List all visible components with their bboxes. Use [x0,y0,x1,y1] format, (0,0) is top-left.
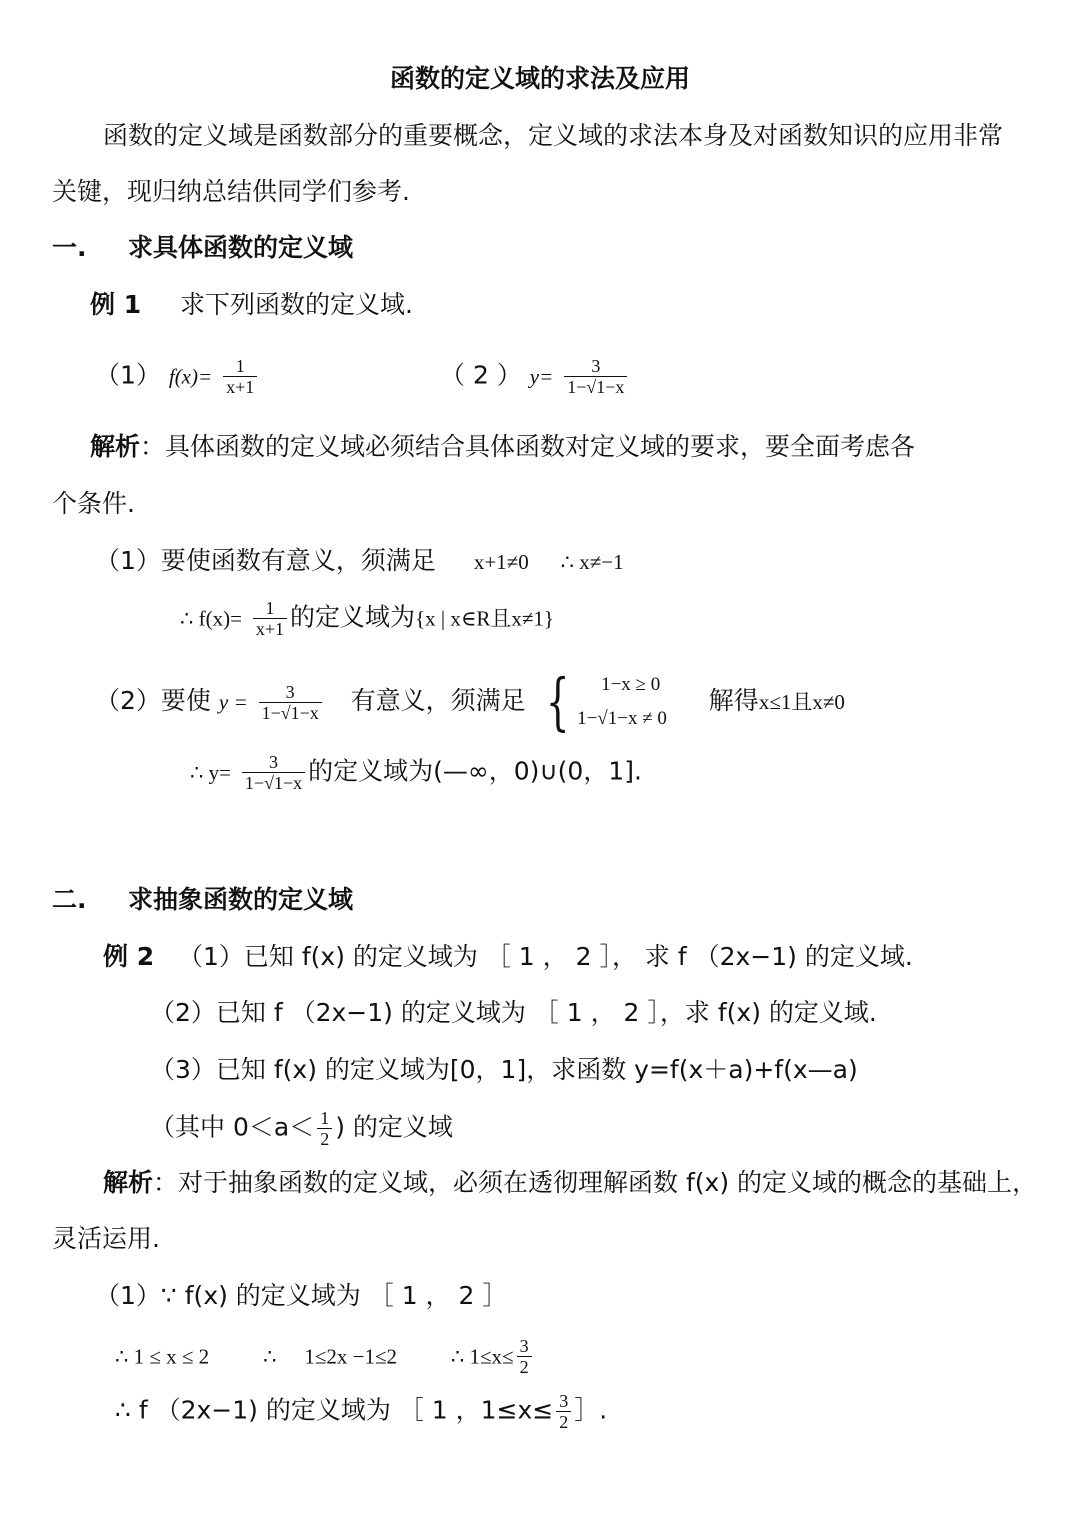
fraction-numerator: 3 [269,752,279,772]
solution-1-text: 要使函数有意义，须满足 [160,546,436,575]
problem-1-fraction [223,356,257,397]
fraction-denominator: 1−√1−x [242,772,305,793]
section-1-number: 一. [52,233,87,262]
q3-condition-suffix: ) 的定义域 [335,1112,453,1142]
solution-2-mid: 有意义，须满足 [350,686,526,715]
solution-2-step-1 [95,665,845,738]
solution-1-result-prefix: ∴ f(x)= [180,606,242,631]
example-2-q1 [103,942,913,972]
answer-1-step-1: （1）∵ f(x) 的定义域为 ［ 1 ， 2 ］ [95,1281,508,1310]
analysis-2-line-2: 灵活运用. [52,1224,160,1253]
solution-1-result [180,598,554,639]
solution-2-result [190,752,642,793]
answer-1-result-prefix: ∴ f （2x−1) 的定义域为 ［ 1 ，1≤x≤ [115,1395,554,1425]
fraction-denominator: 1−√1−x [564,376,627,397]
example-1-label: 例 1 [90,290,142,319]
section-2-number: 二. [52,885,87,914]
problem-1-label: （1） [95,360,161,390]
section-2-heading: 求抽象函数的定义域 [128,885,354,914]
analysis-2 [103,1168,1037,1198]
solution-2-result-prefix: ∴ y= [190,760,231,785]
solution-1-label: （1） [95,546,161,575]
solution-1-step-1 [95,546,624,577]
answer-1-range-1: ∴ 1 ≤ x ≤ 2 [115,1344,210,1369]
analysis-1-label: 解析 [90,432,141,461]
fraction-denominator: 1−√1−x [259,702,322,723]
fraction-denominator: 2 [517,1356,532,1377]
problem-2-lhs: y= [529,364,554,389]
solution-2-text: 要使 [160,686,211,715]
solution-2-lhs: y = [218,690,248,714]
fraction-denominator: 2 [317,1128,332,1149]
answer-1-step-2 [115,1336,535,1377]
analysis-1 [90,432,915,462]
analysis-1-line-2: 个条件. [52,489,135,518]
answer-1-range-2: 1≤2x −1≤2 [304,1344,398,1369]
answer-1-result-fraction [556,1391,571,1432]
page-title: 函数的定义域的求法及应用 [389,64,690,93]
answer-1-range-3-fraction [517,1336,532,1377]
fraction-numerator: 1 [235,356,245,376]
problem-2-fraction [564,356,627,397]
fraction-denominator: 2 [556,1411,571,1432]
fraction-numerator: 3 [559,1391,569,1411]
example-2-q3: （3）已知 f(x) 的定义域为[0，1]，求函数 y=f(x＋a)+f(x—a) [150,1055,858,1084]
solution-1-therefore: ∴ x≠−1 [560,550,624,574]
problem-2 [440,356,630,397]
solution-1-result-set: {x | x∈R且x≠1} [415,606,555,631]
example-2-q1-text: （1）已知 f(x) 的定义域为 ［ 1 ， 2 ］， 求 f （2x−1) 的定义域. [178,942,913,971]
fraction-denominator: x+1 [253,618,287,639]
example-1-text: 求下列函数的定义域. [180,290,413,319]
section-1-heading: 求具体函数的定义域 [128,233,354,262]
system-row-1: 1−x ≥ 0 [601,674,661,695]
solution-2-fraction [259,682,322,723]
problem-2-label: （ 2 ） [440,360,522,390]
answer-1-therefore: ∴ [263,1344,277,1369]
fraction-numerator: 3 [591,356,601,376]
q3-condition-fraction [317,1108,332,1149]
example-2-q2: （2）已知 f （2x−1) 的定义域为 ［ 1 ， 2 ］，求 f(x) 的定义域. [150,998,877,1027]
analysis-1-text: ：具体函数的定义域必须结合具体函数对定义域的要求，要全面考虑各 [140,432,916,461]
solution-1-condition: x+1≠0 [473,550,529,574]
condition-system [538,665,667,738]
analysis-2-label: 解析 [103,1168,154,1197]
fraction-numerator: 3 [285,681,295,702]
answer-1-result [115,1391,607,1432]
example-2-label: 例 2 [103,942,155,971]
solution-2-result-fraction [242,752,305,793]
fraction-numerator: 1 [265,598,275,618]
brace-icon: { [545,665,570,738]
intro-line-1: 函数的定义域是函数部分的重要概念，定义域的求法本身及对函数知识的应用非常 [103,121,1004,150]
analysis-2-text: ：对于抽象函数的定义域，必须在透彻理解函数 f(x) 的定义域的概念的基础上， [153,1168,1038,1197]
system-row-2: 1−√1−x ≠ 0 [577,708,667,729]
solution-2-solve: 解得 [708,686,759,715]
problem-1-lhs: f(x)= [168,364,213,389]
answer-1-range-3: ∴ 1≤x≤ [450,1344,514,1369]
fraction-numerator: 3 [519,1336,529,1356]
answer-1-result-suffix: ］. [574,1395,608,1425]
solution-2-solve-result: x≤1且x≠0 [758,690,845,714]
solution-2-result-text: 的定义域为(—∞，0)∪(0，1]. [308,756,642,786]
q3-condition-prefix: （其中 0＜a＜ [150,1112,315,1142]
fraction-denominator: x+1 [223,376,257,397]
solution-1-result-mid: 的定义域为 [290,602,416,632]
problem-1 [95,356,260,397]
fraction-numerator: 1 [320,1108,330,1128]
intro-line-2: 关键，现归纳总结供同学们参考. [52,177,410,206]
solution-2-label: （2） [95,686,161,715]
example-2-q3-condition [150,1108,453,1149]
solution-1-result-fraction [253,598,287,639]
